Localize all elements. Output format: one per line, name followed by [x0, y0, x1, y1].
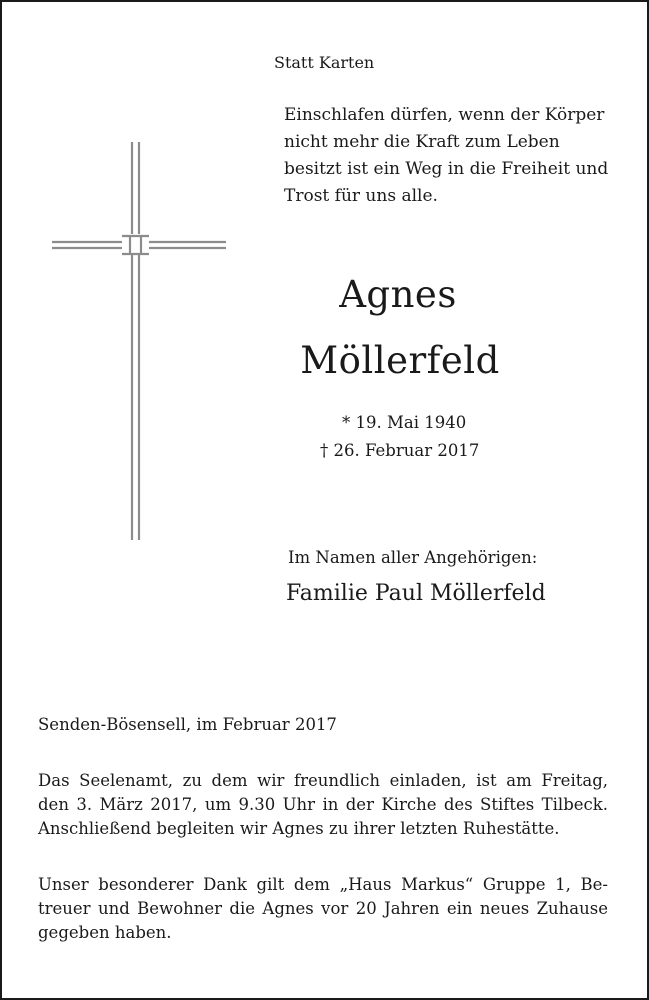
- paragraph-line: den 3. März 2017, um 9.30 Uhr in der Kirche des Stiftes Tilbeck.: [38, 795, 608, 814]
- poem-line: Trost für uns alle.: [284, 186, 438, 206]
- place-date: Senden-Bösensell, im Februar 2017: [38, 715, 337, 734]
- paragraph-line: Anschließend begleiten wir Agnes zu ihrer letzten Ruhestätte.: [38, 819, 560, 838]
- deceased-first-name: Agnes: [339, 273, 457, 316]
- mourners-intro: Im Namen aller Angehörigen:: [288, 548, 538, 567]
- paragraph-line: gegeben haben.: [38, 923, 172, 942]
- poem-line: Einschlafen dürfen, wenn der Körper: [284, 105, 605, 125]
- thanks-paragraph: [38, 873, 608, 945]
- cross-icon: [50, 142, 230, 542]
- service-paragraph: [38, 769, 608, 841]
- death-date: † 26. Februar 2017: [320, 441, 480, 460]
- paragraph-line: Das Seelenamt, zu dem wir freundlich einladen, ist am Freitag,: [38, 771, 608, 790]
- poem-line: nicht mehr die Kraft zum Leben: [284, 132, 560, 152]
- paragraph-line: Unser besonderer Dank gilt dem „Haus Markus“ Gruppe 1, Be-: [38, 875, 608, 894]
- poem-line: besitzt ist ein Weg in die Freiheit und: [284, 159, 609, 179]
- family-name: Familie Paul Möllerfeld: [286, 581, 546, 606]
- paragraph-line: treuer und Bewohner die Agnes vor 20 Jahren ein neues Zuhause: [38, 899, 608, 918]
- deceased-last-name: Möllerfeld: [300, 339, 500, 382]
- poem: [284, 102, 608, 210]
- statt-karten-heading: Statt Karten: [274, 53, 375, 72]
- birth-date: * 19. Mai 1940: [342, 413, 467, 432]
